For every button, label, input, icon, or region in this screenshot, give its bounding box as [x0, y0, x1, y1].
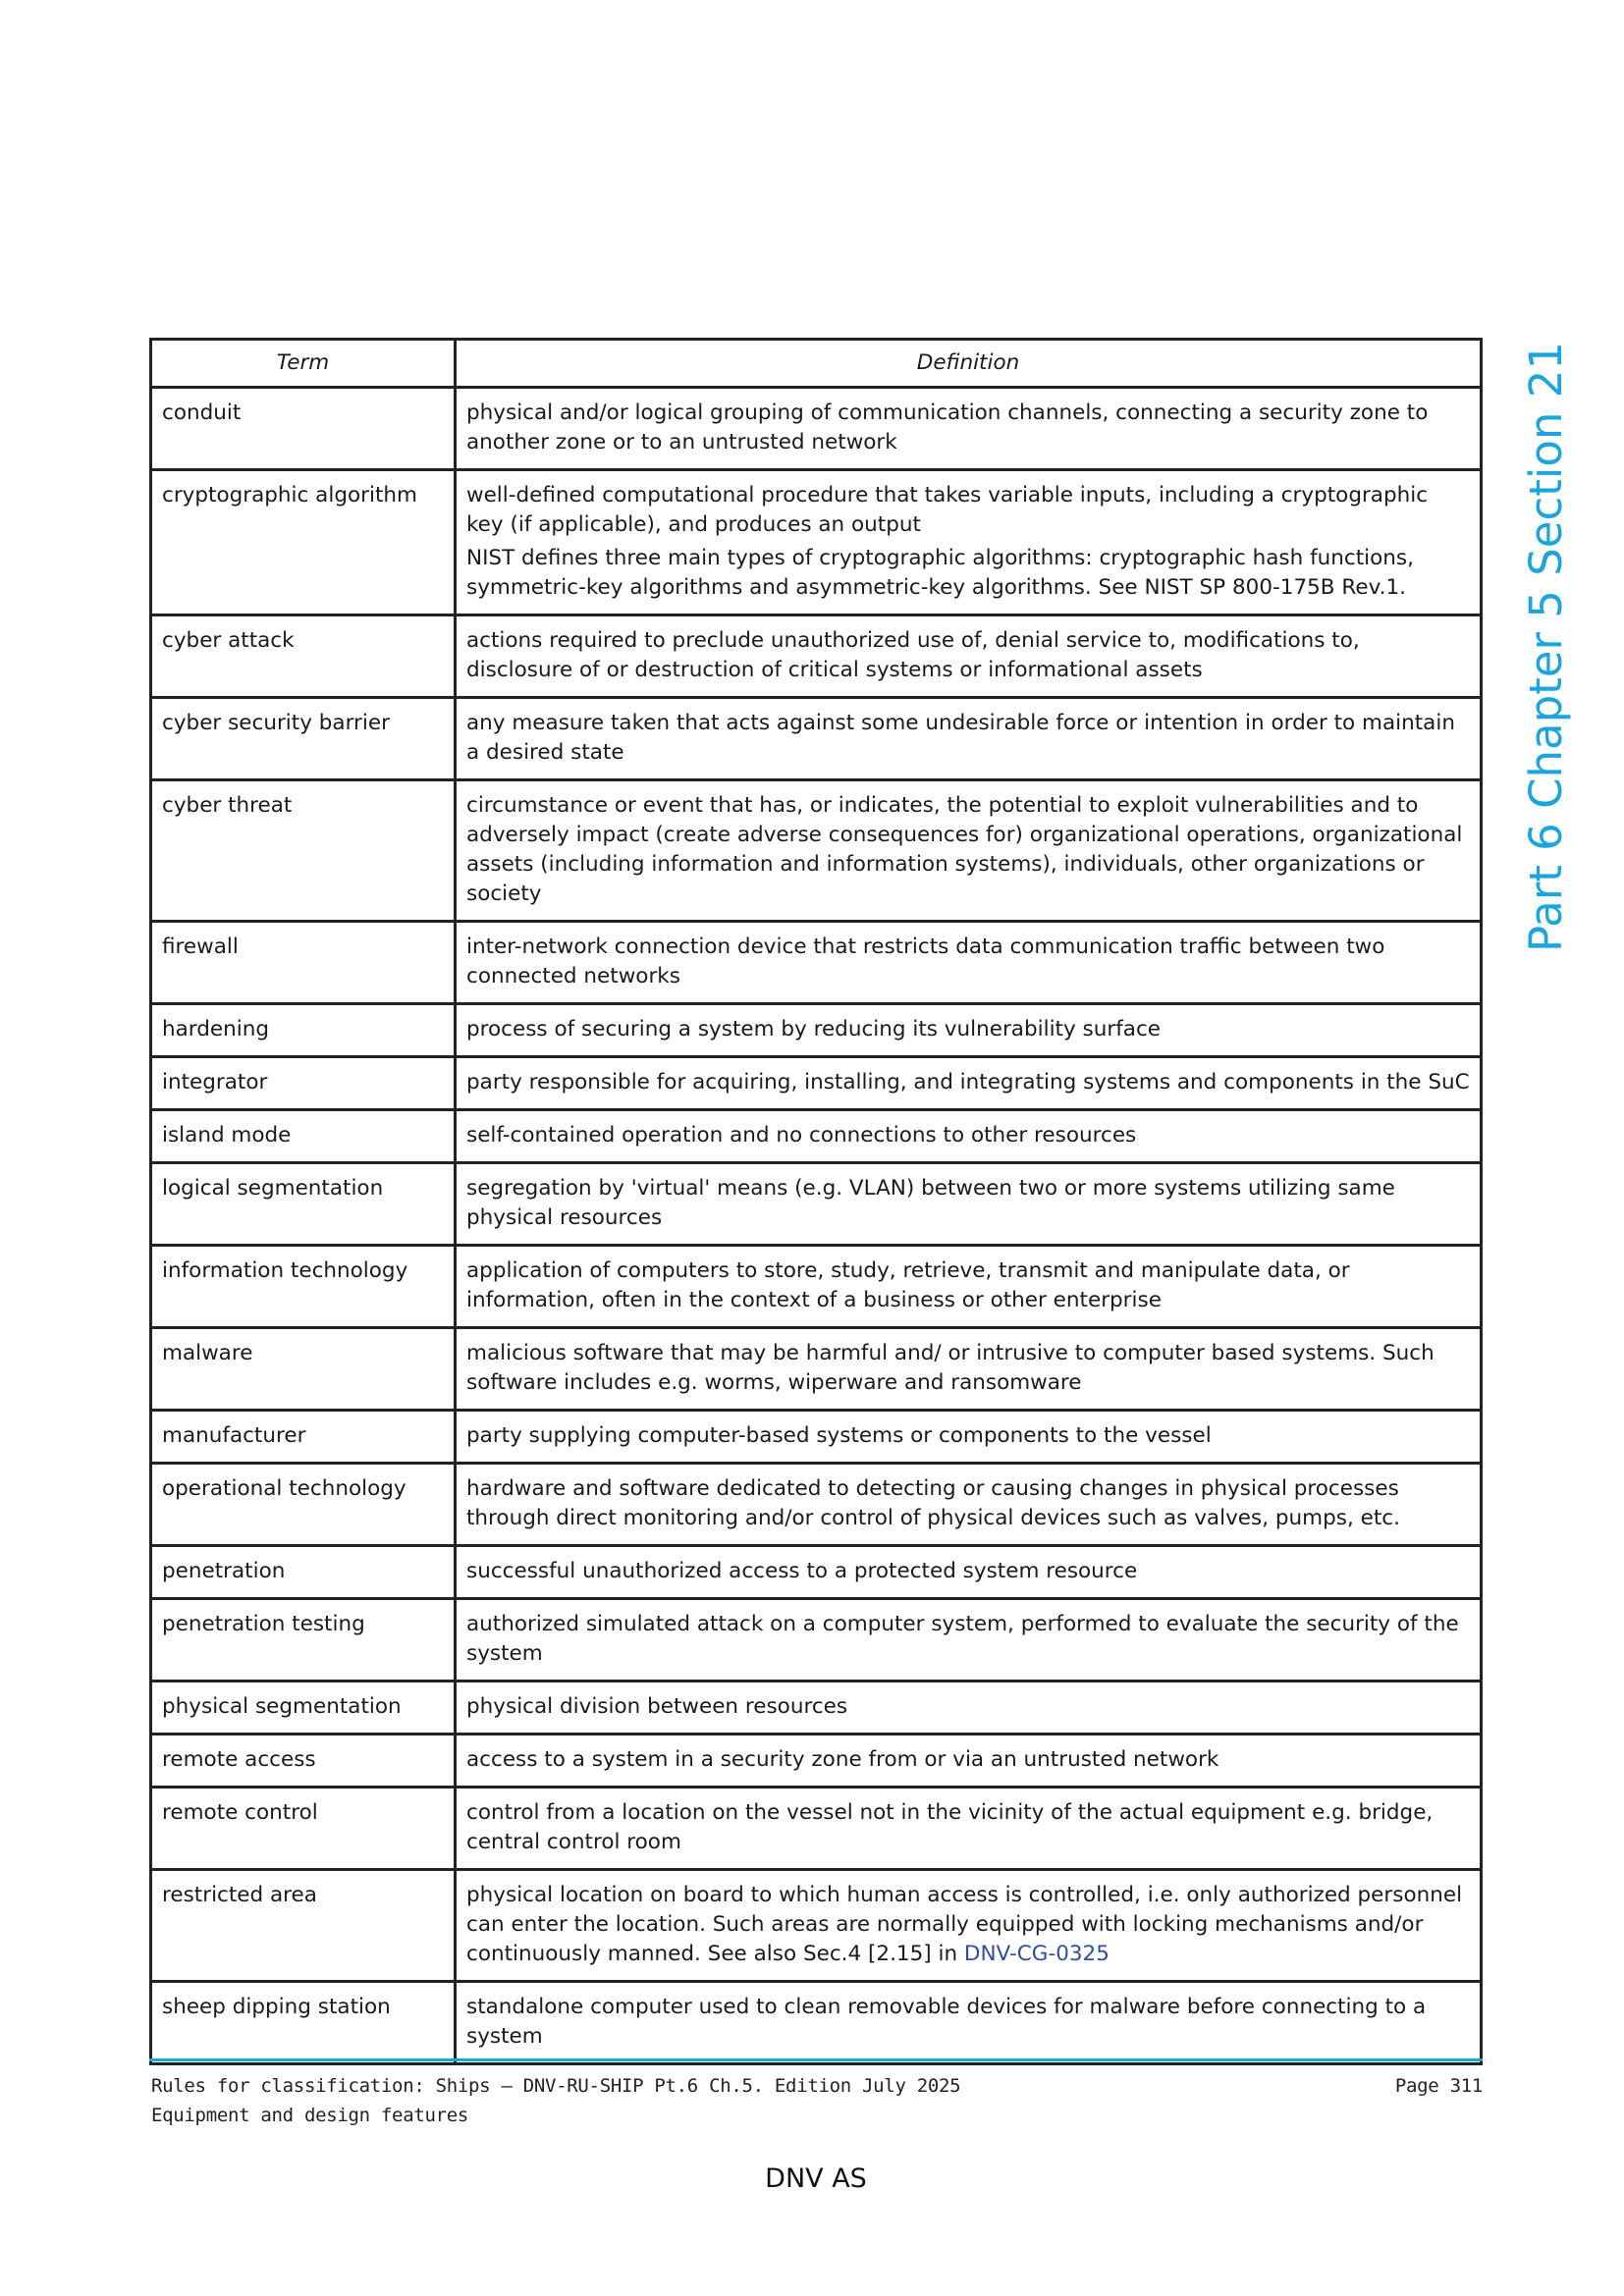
footer-document-info — [151, 2071, 960, 2130]
definition-text: any measure taken that acts against some undesirable force or intention in order to maintain a desired state — [466, 711, 1455, 765]
definition-text: segregation by 'virtual' means (e.g. VLAN) between two or more systems utilizing same physical resources — [466, 1176, 1395, 1230]
definition-paragraph — [466, 933, 1470, 991]
column-header-definition: Definition — [456, 340, 1482, 388]
definition-cell — [456, 1246, 1482, 1328]
term-cell: cyber threat — [151, 780, 456, 922]
reference-link[interactable]: DNV-CG-0325 — [963, 1942, 1110, 1966]
table-row — [151, 1411, 1482, 1464]
definition-text: self-contained operation and no connections to other resources — [466, 1123, 1137, 1148]
definition-cell — [456, 1546, 1482, 1599]
definition-text: actions required to preclude unauthorized use of, denial service to, modifications to, disclosure of or destruction of critical systems or informational assets — [466, 628, 1360, 682]
definition-paragraph — [466, 1339, 1470, 1398]
table-row — [151, 1735, 1482, 1788]
term-cell: operational technology — [151, 1464, 456, 1546]
term-cell: physical segmentation — [151, 1682, 456, 1735]
column-header-term: Term — [151, 340, 456, 388]
definition-paragraph — [466, 1692, 1470, 1722]
definition-cell — [456, 698, 1482, 780]
footer-subtitle-line: Equipment and design features — [151, 2105, 469, 2126]
definition-paragraph — [466, 1121, 1470, 1150]
definition-text: malicious software that may be harmful and/ or intrusive to computer based systems. Such software includes e.g. worms, wiperware and ransomware — [466, 1341, 1435, 1395]
definition-cell — [456, 388, 1482, 470]
definition-paragraph — [466, 1798, 1470, 1857]
definition-paragraph — [466, 399, 1470, 457]
definition-text: application of computers to store, study, retrieve, transmit and manipulate data, or information, often in the context of a business or other enterprise — [466, 1258, 1350, 1312]
term-cell: manufacturer — [151, 1411, 456, 1464]
term-cell: remote control — [151, 1788, 456, 1870]
term-cell: cyber security barrier — [151, 698, 456, 780]
term-cell: cryptographic algorithm — [151, 470, 456, 615]
definition-paragraph — [466, 1610, 1470, 1669]
table-row — [151, 698, 1482, 780]
term-cell: remote access — [151, 1735, 456, 1788]
table-row — [151, 1163, 1482, 1246]
definition-text: standalone computer used to clean removable devices for malware before connecting to a system — [466, 1995, 1427, 2049]
term-cell: penetration testing — [151, 1599, 456, 1682]
definition-cell — [456, 1735, 1482, 1788]
definition-paragraph — [466, 481, 1470, 540]
definition-cell — [456, 1599, 1482, 1682]
footer-rules-line: Rules for classification: Ships — DNV-RU-SHIP Pt.6 Ch.5. Edition July 2025 — [151, 2075, 961, 2097]
footer-page-number: Page 311 — [1394, 2075, 1483, 2097]
term-cell: information technology — [151, 1246, 456, 1328]
company-name: DNV AS — [765, 2163, 867, 2194]
table-row — [151, 615, 1482, 698]
definition-cell — [456, 470, 1482, 615]
table-row — [151, 922, 1482, 1004]
definition-text: access to a system in a security zone from or via an untrusted network — [466, 1747, 1219, 1772]
definition-cell — [456, 1788, 1482, 1870]
definition-text: successful unauthorized access to a protected system resource — [466, 1559, 1138, 1583]
table-row — [151, 1246, 1482, 1328]
definition-paragraph — [466, 1068, 1470, 1097]
definition-cell — [456, 615, 1482, 698]
definition-paragraph — [466, 1993, 1470, 2052]
definition-text: physical and/or logical grouping of communication channels, connecting a security zone to another zone or to an untrusted network — [466, 400, 1429, 454]
definition-text: circumstance or event that has, or indicates, the potential to exploit vulnerabilities and to adversely impact (create adverse consequences for) organizational operations, organizational assets (including information and information systems), individuals, other organizations or society — [466, 793, 1463, 906]
term-cell: integrator — [151, 1057, 456, 1110]
definition-paragraph — [466, 791, 1470, 909]
definition-cell — [456, 1004, 1482, 1057]
definition-cell — [456, 1163, 1482, 1246]
footer-divider — [149, 2058, 1483, 2061]
term-cell: firewall — [151, 922, 456, 1004]
section-side-title: Part 6 Chapter 5 Section 21 — [1520, 342, 1572, 952]
definition-text: hardware and software dedicated to detecting or causing changes in physical processes through direct monitoring and/or control of physical devices such as valves, pumps, etc. — [466, 1476, 1400, 1530]
terms-definitions-table — [149, 338, 1483, 2065]
definition-cell — [456, 1411, 1482, 1464]
table-row — [151, 388, 1482, 470]
table-row — [151, 780, 1482, 922]
definition-paragraph — [466, 1256, 1470, 1315]
definition-paragraph — [466, 1421, 1470, 1451]
definition-text: physical location on board to which human access is controlled, i.e. only authorized personnel can enter the location. Such areas are normally equipped with locking mechanisms and/or continuously manned. See also Sec.4 [2.15] in — [466, 1883, 1463, 1966]
term-cell: restricted area — [151, 1870, 456, 1982]
definition-paragraph — [466, 626, 1470, 685]
definition-cell — [456, 780, 1482, 922]
definition-cell — [456, 1057, 1482, 1110]
definition-text: inter-network connection device that restricts data communication traffic between two connected networks — [466, 934, 1385, 988]
table-body — [151, 388, 1482, 2064]
definition-text: physical division between resources — [466, 1694, 848, 1719]
term-cell: malware — [151, 1328, 456, 1411]
definition-paragraph — [466, 1557, 1470, 1586]
table-row — [151, 1682, 1482, 1735]
definition-text: well-defined computational procedure that takes variable inputs, including a cryptographic key (if applicable), and produces an output — [466, 483, 1429, 537]
table-row — [151, 1328, 1482, 1411]
table-row — [151, 1982, 1482, 2064]
definition-cell — [456, 1982, 1482, 2064]
definition-paragraph — [466, 1015, 1470, 1044]
table-row — [151, 1464, 1482, 1546]
term-cell: island mode — [151, 1110, 456, 1163]
table-row — [151, 1004, 1482, 1057]
term-cell: hardening — [151, 1004, 456, 1057]
table-row — [151, 1870, 1482, 1982]
term-cell: penetration — [151, 1546, 456, 1599]
definition-cell — [456, 1110, 1482, 1163]
definition-paragraph — [466, 1881, 1470, 1969]
definition-paragraph — [466, 1174, 1470, 1233]
definition-paragraph — [466, 709, 1470, 768]
table-row — [151, 1110, 1482, 1163]
definition-cell — [456, 1464, 1482, 1546]
definition-paragraph — [466, 1474, 1470, 1533]
term-cell: cyber attack — [151, 615, 456, 698]
definition-text: NIST defines three main types of cryptographic algorithms: cryptographic hash functions, symmetric-key algorithms and asymmetric-key algorithms. See NIST SP 800-175B Rev.1. — [466, 546, 1414, 600]
definition-text: process of securing a system by reducing its vulnerability surface — [466, 1017, 1162, 1041]
table-row — [151, 470, 1482, 615]
definition-paragraph — [466, 1745, 1470, 1775]
table-row — [151, 1599, 1482, 1682]
definition-cell — [456, 1870, 1482, 1982]
table-row — [151, 1057, 1482, 1110]
definition-cell — [456, 1328, 1482, 1411]
definition-text: party supplying computer-based systems or components to the vessel — [466, 1423, 1212, 1448]
definition-text: party responsible for acquiring, installing, and integrating systems and components in the SuC — [466, 1070, 1470, 1095]
definition-text: authorized simulated attack on a computer system, performed to evaluate the security of the system — [466, 1612, 1459, 1666]
term-cell: sheep dipping station — [151, 1982, 456, 2064]
table-header-row — [151, 340, 1482, 388]
definition-cell — [456, 922, 1482, 1004]
definition-paragraph — [466, 544, 1470, 603]
term-cell: conduit — [151, 388, 456, 470]
definition-cell — [456, 1682, 1482, 1735]
table-row — [151, 1546, 1482, 1599]
table-row — [151, 1788, 1482, 1870]
term-cell: logical segmentation — [151, 1163, 456, 1246]
definition-text: control from a location on the vessel not in the vicinity of the actual equipment e.g. bridge, central control room — [466, 1800, 1434, 1854]
